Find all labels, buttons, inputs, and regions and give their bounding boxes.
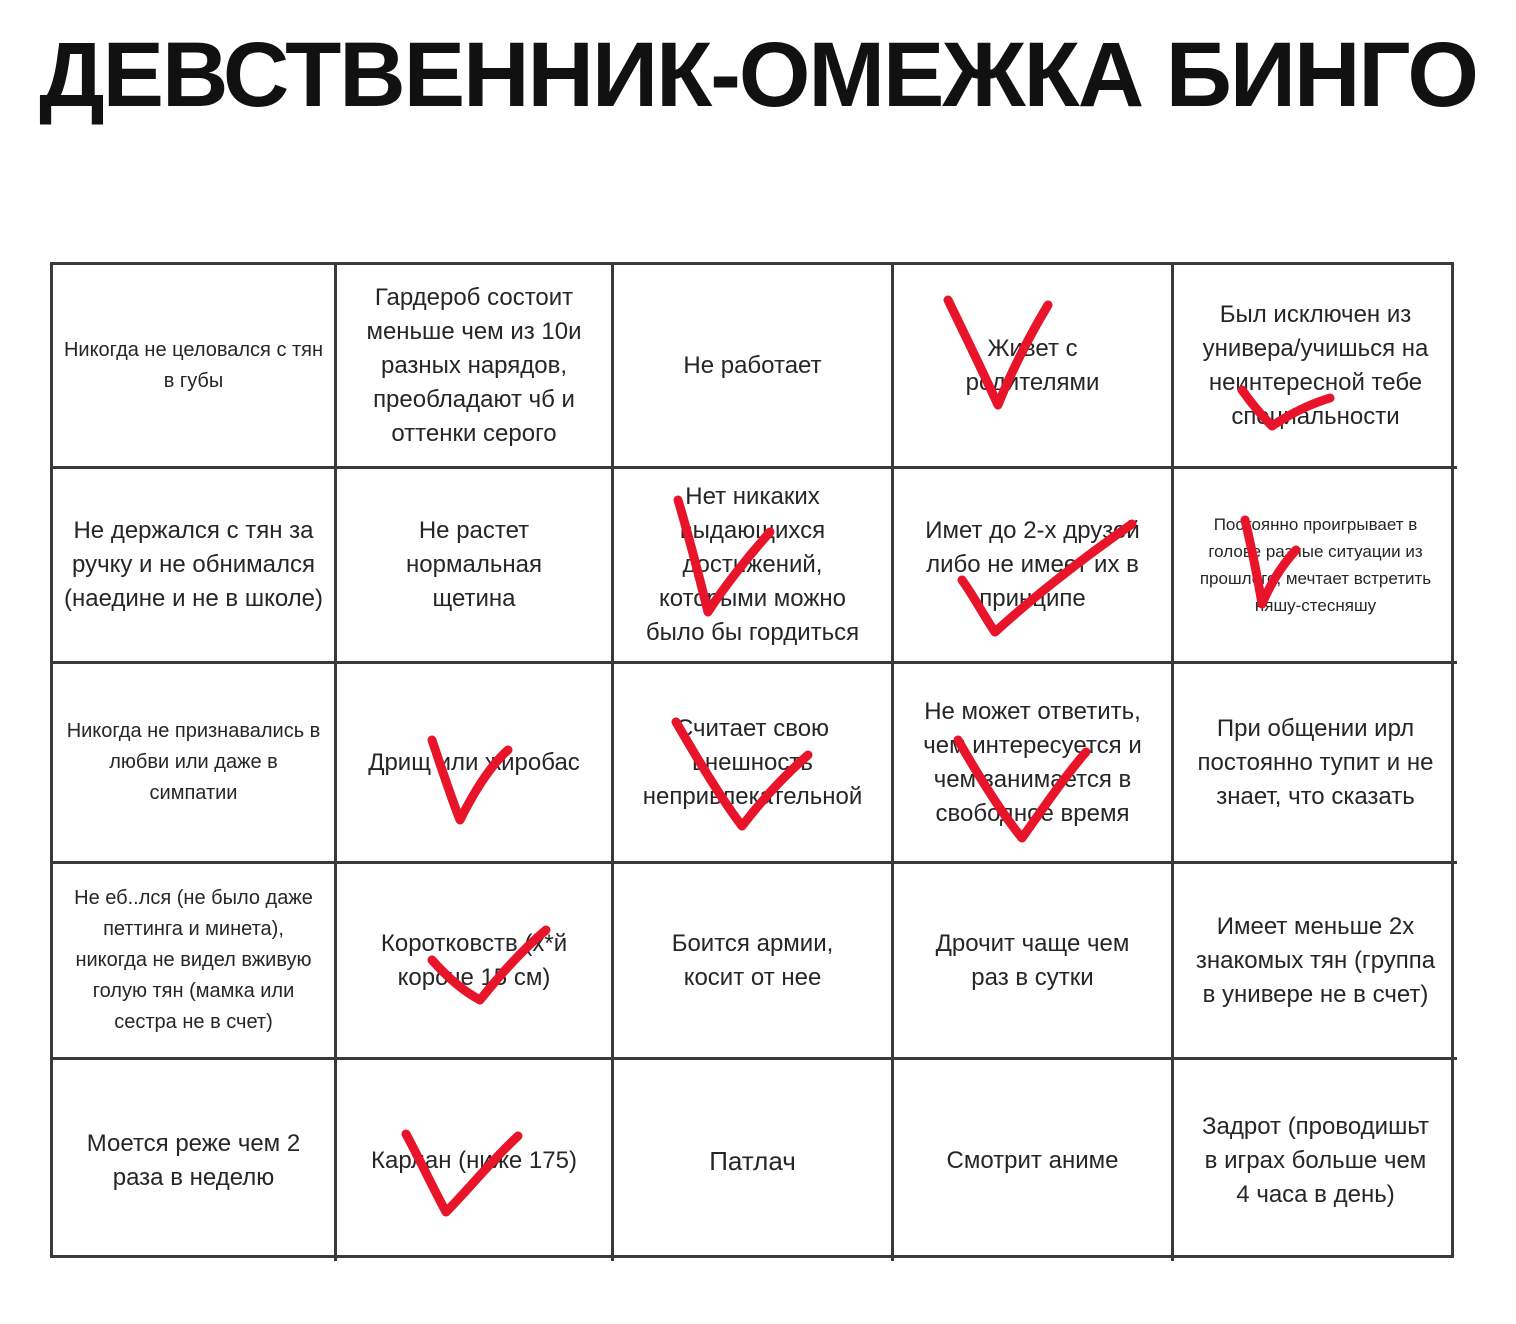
cell-text: Не держался с тян за ручку и не обнимался (наедине и не в школе): [63, 517, 324, 612]
bingo-cell: [53, 664, 337, 864]
bingo-cell: [337, 1060, 614, 1261]
cell-text: Задрот (проводишьт в играх больше чем 4 часа в день): [1202, 1112, 1429, 1208]
cell-text: При общении ирл постоянно тупит и не знает, что сказать: [1197, 714, 1434, 810]
bingo-cell: [1174, 265, 1457, 469]
bingo-cell: [614, 469, 894, 664]
cell-text: Был исключен из универа/учишься на неинтересной тебе специальности: [1202, 300, 1429, 430]
cell-text: Никогда не признавались в любви или даже в симпатии: [66, 720, 321, 804]
cell-text: Коротковств (х*й короче 15 см): [380, 929, 568, 991]
bingo-cell: [337, 664, 614, 864]
cell-text: Не еб..лся (не было даже петтинга и минета), никогда не видел вживую голую тян (мамка или сестра не в счет): [74, 887, 313, 1033]
bingo-cell: [53, 1060, 337, 1261]
bingo-cell: [337, 265, 614, 469]
cell-text: Дрищ или жиробас: [368, 748, 580, 776]
cell-text: Дрочит чаще чем раз в сутки: [935, 929, 1130, 991]
bingo-cell: [53, 265, 337, 469]
bingo-cell: [614, 265, 894, 469]
cell-text: Патлач: [709, 1145, 796, 1176]
cell-text: Не работает: [683, 351, 822, 379]
bingo-cell: [337, 864, 614, 1060]
bingo-cell: [894, 664, 1174, 864]
cell-text: Живет с родителями: [965, 334, 1100, 396]
cell-text: Считает свою внешность непривлекательной: [642, 714, 863, 810]
bingo-cell: [894, 265, 1174, 469]
cell-text: Постоянно проигрывает в голове разные ситуации из прошлого, мечтает встретить няшу-стесняшу: [1199, 515, 1432, 615]
bingo-cell: [53, 469, 337, 664]
bingo-grid: [50, 262, 1454, 1258]
cell-text: Карлан (ниже 175): [371, 1146, 577, 1174]
bingo-cell: [894, 469, 1174, 664]
cell-text: Имеет меньше 2х знакомых тян (группа в универе не в счет): [1195, 912, 1436, 1008]
cell-text: Моется реже чем 2 раза в неделю: [86, 1129, 301, 1191]
bingo-cell: [614, 664, 894, 864]
bingo-cell: [894, 864, 1174, 1060]
bingo-cell: [1174, 664, 1457, 864]
cell-text: Имет до 2-х друзей либо не имеет их в принципе: [925, 517, 1140, 612]
bingo-cell: [337, 469, 614, 664]
bingo-cell: [1174, 864, 1457, 1060]
cell-text: Не растет нормальная щетина: [406, 517, 542, 612]
cell-text: Нет никаких выдающихся достижений, которыми можно было бы гордиться: [645, 483, 860, 646]
cell-text: Гардероб состоит меньше чем из 10и разных нарядов, преобладают чб и оттенки серого: [366, 283, 582, 447]
bingo-cell: [894, 1060, 1174, 1261]
page-title: ДЕВСТВЕННИК-ОМЕЖКА БИНГО: [39, 24, 1477, 126]
bingo-cell: [1174, 469, 1457, 664]
cell-text: Не может ответить, чем интересуется и чем занимается в свободное время: [923, 697, 1142, 827]
cell-text: Никогда не целовался с тян в губы: [63, 338, 324, 392]
cell-text: Смотрит аниме: [946, 1146, 1119, 1174]
bingo-cell: [53, 864, 337, 1060]
bingo-cell: [614, 1060, 894, 1261]
bingo-cell: [614, 864, 894, 1060]
bingo-cell: [1174, 1060, 1457, 1261]
cell-text: Боится армии, косит от нее: [671, 929, 834, 991]
